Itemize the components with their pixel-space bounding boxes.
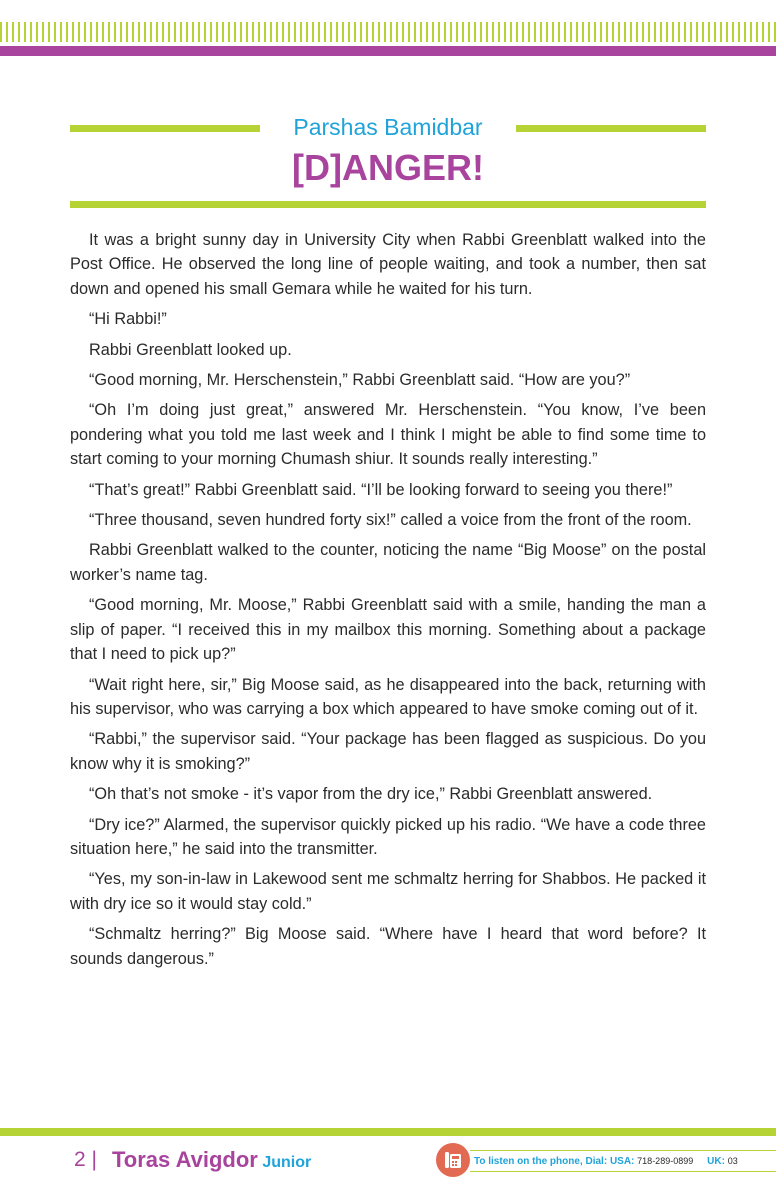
parsha-name: Parshas Bamidbar bbox=[293, 114, 483, 140]
phone-info bbox=[470, 1150, 776, 1172]
story-paragraph: “Oh I’m doing just great,” answered Mr. Herschenstein. “You know, I’ve been pondering what you told me last week and I think I might be able to find some time to start coming to your morning Chumash shiur. It sounds really interesting.” bbox=[70, 401, 706, 469]
brand-logo bbox=[112, 1146, 311, 1177]
usa-label: USA: bbox=[609, 1156, 635, 1167]
uk-label: UK: bbox=[707, 1156, 725, 1167]
story-paragraph: “Good morning, Mr. Herschenstein,” Rabbi Greenblatt said. “How are you?” bbox=[89, 371, 631, 390]
uk-number: 03 bbox=[727, 1156, 738, 1166]
brand-sub-text: Junior bbox=[262, 1154, 312, 1171]
story-paragraph: “Yes, my son-in-law in Lakewood sent me schmaltz herring for Shabbos. He packed it with dry ice so it would stay cold.” bbox=[70, 870, 706, 913]
story-paragraph: Rabbi Greenblatt walked to the counter, noticing the name “Big Moose” on the postal worker’s name tag. bbox=[70, 541, 706, 584]
top-purple-bar bbox=[0, 46, 776, 56]
story-paragraph: It was a bright sunny day in University City when Rabbi Greenblatt walked into the Post Office. He observed the long line of people waiting, and took a number, then sat down and opened his small Gemara while he waited for his turn. bbox=[70, 231, 706, 298]
story-body bbox=[70, 228, 706, 977]
usa-number: 718-289-0899 bbox=[637, 1156, 694, 1166]
story-paragraph: “Wait right here, sir,” Big Moose said, as he disappeared into the back, returning with his supervisor, who was carrying a box which appeared to have smoke coming out of it. bbox=[70, 675, 706, 718]
telephone-icon bbox=[436, 1143, 470, 1177]
title-block bbox=[70, 108, 706, 212]
title-rule-bottom bbox=[70, 201, 706, 208]
page-number: 2 | bbox=[74, 1148, 97, 1171]
story-paragraph: “Three thousand, seven hundred forty six!” called a voice from the front of the room. bbox=[89, 511, 692, 530]
footer-green-bar bbox=[0, 1128, 776, 1136]
story-paragraph: “Oh that’s not smoke - it’s vapor from the dry ice,” Rabbi Greenblatt answered. bbox=[89, 785, 653, 804]
phone-label: To listen on the phone, Dial: bbox=[474, 1156, 608, 1167]
brand-main-text: Toras Avigdor bbox=[112, 1147, 258, 1172]
story-title: [D]ANGER! bbox=[292, 147, 484, 188]
top-stripe-pattern bbox=[0, 22, 776, 42]
story-paragraph: Rabbi Greenblatt looked up. bbox=[89, 340, 292, 359]
story-paragraph: “Schmaltz herring?” Big Moose said. “Where have I heard that word before? It sounds dangerous.” bbox=[70, 925, 706, 968]
story-paragraph: “Dry ice?” Alarmed, the supervisor quickly picked up his radio. “We have a code three situation here,” he said into the transmitter. bbox=[70, 815, 706, 858]
story-paragraph: “Hi Rabbi!” bbox=[89, 310, 167, 329]
story-paragraph: “Good morning, Mr. Moose,” Rabbi Greenblatt said with a smile, handing the man a slip of paper. “I received this in my mailbox this morning. Something about a package that I need to pick up?” bbox=[70, 596, 706, 664]
story-paragraph: “That’s great!” Rabbi Greenblatt said. “I’ll be looking forward to seeing you there!” bbox=[89, 480, 673, 499]
story-paragraph: “Rabbi,” the supervisor said. “Your package has been flagged as suspicious. Do you know why it is smoking?” bbox=[70, 730, 706, 773]
